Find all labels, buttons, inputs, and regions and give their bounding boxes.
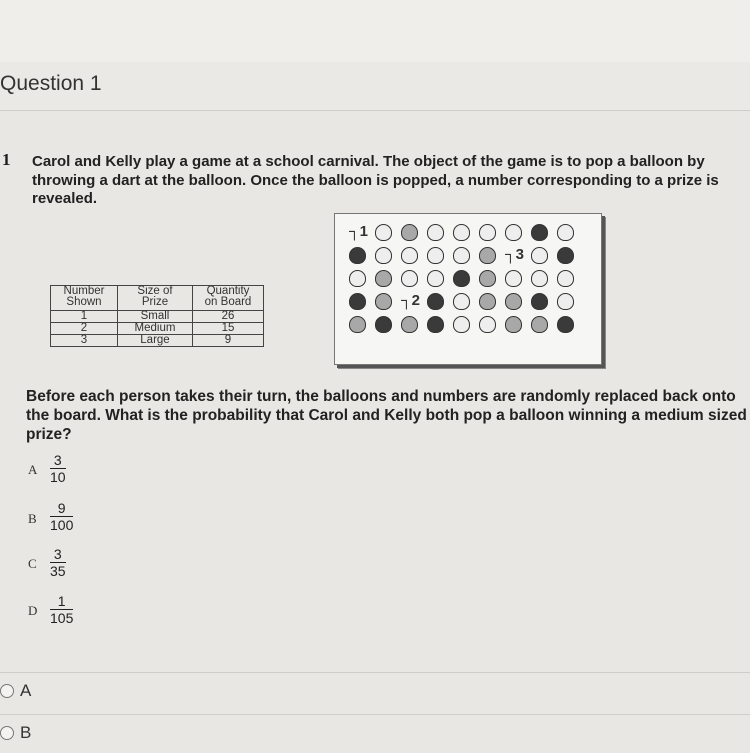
header-number-shown: Number Shown	[51, 286, 118, 311]
radio-button-a[interactable]	[0, 684, 14, 698]
revealed-number-tag: ┐1	[349, 223, 368, 240]
balloon	[349, 270, 366, 287]
answer-option-b[interactable]	[0, 714, 750, 753]
cell-size: Large	[118, 335, 193, 347]
top-bar	[0, 0, 750, 63]
balloon	[479, 247, 496, 264]
balloon	[401, 247, 418, 264]
question-followup: Before each person takes their turn, the balloons and numbers are randomly replaced back onto the board. What is the probability that Carol and Kelly both pop a balloon winning a medium sized prize?	[26, 388, 747, 443]
choice-a-denominator: 10	[50, 469, 66, 485]
balloon-board	[334, 213, 602, 365]
balloon	[453, 247, 470, 264]
choice-c-numerator: 3	[50, 546, 66, 563]
prize-table-header	[51, 286, 264, 311]
balloon	[427, 293, 444, 310]
table-row	[51, 311, 264, 323]
balloon	[557, 224, 574, 241]
balloon	[375, 224, 392, 241]
balloon	[375, 293, 392, 310]
choice-d-denominator: 105	[50, 610, 74, 626]
balloon	[427, 224, 444, 241]
header-size-of-prize: Size of Prize	[118, 286, 193, 311]
balloon	[401, 270, 418, 287]
question-title: Question 1	[0, 72, 102, 95]
choice-b-numerator: 9	[50, 500, 73, 517]
choice-b-denominator: 100	[50, 517, 74, 533]
balloon	[427, 316, 444, 333]
balloon	[505, 224, 522, 241]
answer-option-a[interactable]	[0, 672, 750, 711]
balloon	[427, 247, 444, 264]
balloon	[349, 293, 366, 310]
choice-a-numerator: 3	[50, 452, 66, 469]
choice-b-letter: B	[28, 511, 37, 526]
balloon	[557, 270, 574, 287]
table-row	[51, 323, 264, 335]
question-stem: Carol and Kelly play a game at a school carnival. The object of the game is to pop a balloon by throwing a dart at the balloon. Once the balloon is popped, a number corresponding to a prize is revealed.	[32, 153, 719, 207]
choice-a-fraction	[50, 452, 66, 485]
revealed-number-tag: ┐2	[401, 292, 420, 309]
answer-option-b-label: B	[20, 723, 32, 742]
revealed-number-tag: ┐3	[505, 246, 524, 263]
cell-size: Small	[118, 311, 193, 323]
cell-quantity: 26	[193, 311, 264, 323]
balloon	[401, 316, 418, 333]
balloon	[531, 247, 548, 264]
choice-c-letter: C	[28, 556, 37, 571]
balloon	[401, 224, 418, 241]
balloon	[505, 270, 522, 287]
choice-d-fraction	[50, 593, 73, 626]
balloon	[505, 293, 522, 310]
balloon	[349, 316, 366, 333]
balloon	[479, 293, 496, 310]
cell-number: 2	[51, 323, 118, 335]
balloon	[375, 316, 392, 333]
question-header	[0, 62, 750, 111]
choice-a-letter: A	[28, 462, 38, 477]
balloon	[557, 316, 574, 333]
balloon	[453, 293, 470, 310]
cell-size: Medium	[118, 323, 193, 335]
balloon	[349, 247, 366, 264]
balloon	[375, 270, 392, 287]
header-quantity: Quantity on Board	[193, 286, 264, 311]
choice-c-fraction	[50, 546, 66, 579]
cell-number: 1	[51, 311, 118, 323]
balloon	[505, 316, 522, 333]
balloon	[531, 224, 548, 241]
balloon	[375, 247, 392, 264]
balloon	[557, 247, 574, 264]
cell-quantity: 9	[193, 335, 264, 347]
prize-table	[50, 285, 264, 347]
balloon	[453, 316, 470, 333]
choice-c-denominator: 35	[50, 563, 66, 579]
choice-d-numerator: 1	[50, 593, 73, 610]
balloon	[427, 270, 444, 287]
balloon	[453, 224, 470, 241]
balloon	[479, 224, 496, 241]
choice-d-letter: D	[28, 603, 38, 618]
choice-b-fraction	[50, 500, 73, 533]
radio-button-b[interactable]	[0, 726, 14, 740]
balloon	[479, 270, 496, 287]
balloon	[557, 293, 574, 310]
table-row	[51, 335, 264, 347]
cell-number: 3	[51, 335, 118, 347]
balloon	[531, 270, 548, 287]
question-number: 1	[2, 150, 11, 169]
balloon	[453, 270, 470, 287]
balloon	[531, 316, 548, 333]
cell-quantity: 15	[193, 323, 264, 335]
answer-option-a-label: A	[20, 681, 32, 700]
balloon	[479, 316, 496, 333]
balloon	[531, 293, 548, 310]
